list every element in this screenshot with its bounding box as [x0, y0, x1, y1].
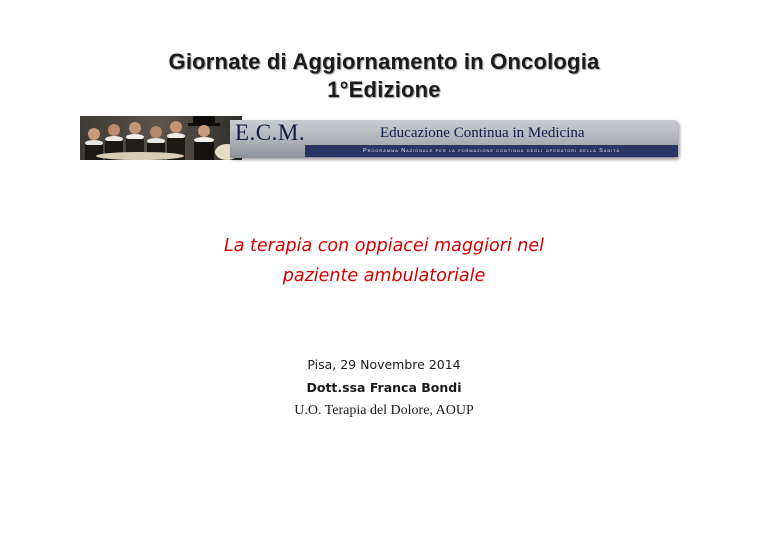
anatomy-lesson-illustration	[80, 112, 242, 162]
ecm-full-name: Educazione Continua in Medicina	[380, 125, 585, 141]
program-text: Programma Nazionale per la formazione continua degli operatori della Sanità	[362, 148, 621, 154]
speaker-affiliation: U.O. Terapia del Dolore, AOUP	[294, 403, 474, 418]
event-title: Giornate di Aggiornamento in Oncologia	[168, 49, 600, 74]
talk-title-continued: paziente ambulatoriale	[282, 266, 486, 286]
place-date: Pisa, 29 Novembre 2014	[307, 357, 461, 372]
event-edition: 1°Edizione	[327, 77, 441, 102]
talk-title: La terapia con oppiacei maggiori nel	[223, 236, 545, 256]
ecm-acronym: E.C.M.	[235, 120, 306, 145]
ecm-banner	[80, 112, 680, 162]
speaker-name: Dott.ssa Franca Bondi	[306, 380, 462, 395]
program-strip	[305, 145, 678, 157]
